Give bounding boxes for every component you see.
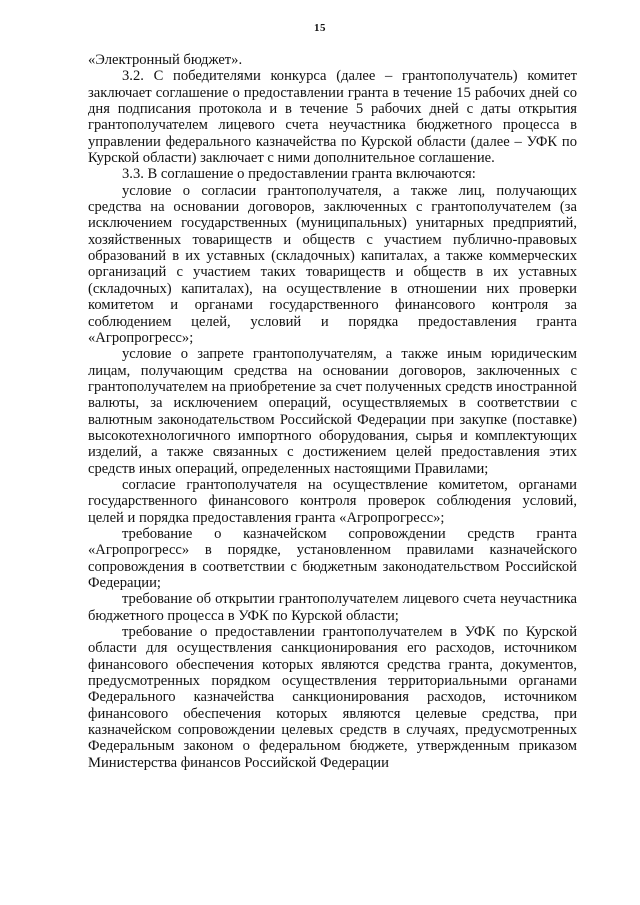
paragraph-currency-prohibition: условие о запрете грантополучателям, а также иным юридическим лицам, получающим средства на основании договоров, заключенных с грантополучателем на приобретение за счет полученных средств иностранной валюты, за исключением операций, осуществляемых в соответствии с валютным законодательством Российской Федерации при закупке (поставке) высокотехнологичного импортного оборудования, сырья и комплектующих изделий, а также связанных с достижением целей предоставления этих средств иных операций, определенных настоящими Правилами; bbox=[88, 346, 577, 477]
paragraph-3-2: 3.2. С победителями конкурса (далее – грантополучатель) комитет заключает соглашение о предоставлении гранта в течение 15 рабочих дней со дня подписания протокола и в течение 5 рабочих дней с даты открытия грантополучателем лицевого счета неучастника бюджетного процесса в управлении федерального казначейства по Курской области (далее – УФК по Курской области) заключает с ними дополнительное соглашение. bbox=[88, 68, 577, 167]
paragraph-continuation: «Электронный бюджет». bbox=[88, 52, 243, 68]
paragraph-consent-condition: условие о согласии грантополучателя, а также лиц, получающих средства на основании договоров, заключенных с грантополучателем (за исключением государственных (муниципальных) унитарных предприятий, хозяйственных товариществ и обществ с участием публично-правовых образований в их уставных (складочных) капиталах, а также коммерческих организаций с участием таких товариществ и обществ в их уставных (складочных) капиталах), на осуществление в отношении них проверки комитетом и органами государственного финансового контроля за соблюдением целей, условий и порядка предоставления гранта «Агропрогресс»; bbox=[88, 182, 577, 346]
paragraph-inspection-consent: согласие грантополучателя на осуществление комитетом, органами государственного финансового контроля проверок соблюдения условий, целей и порядка предоставления гранта «Агропрогресс»; bbox=[88, 476, 577, 526]
paragraph-3-3: 3.3. В соглашение о предоставлении гранта включаются: bbox=[122, 166, 476, 183]
paragraph-treasury-support: требование о казначейском сопровождении средств гранта «Агропрогресс» в порядке, установленном правилами казначейского сопровождения в соответствии с бюджетным законодательством Российской Федерации; bbox=[88, 525, 577, 591]
paragraph-account-opening: требование об открытии грантополучателем лицевого счета неучастника бюджетного процесса в УФК по Курской области; bbox=[88, 591, 577, 624]
document-body bbox=[88, 52, 577, 771]
paragraph-documents-requirement: требование о предоставлении грантополучателем в УФК по Курской области для осуществления санкционирования его расходов, источником финансового обеспечения которых являются средства гранта, документов, предусмотренных порядком осуществления территориальными органами Федерального казначейства санкционирования расходов, источником финансового обеспечения которых являются целевые средства, при казначейском сопровождении целевых средств в случаях, предусмотренных Федеральным законом о федеральном бюджете, утвержденным приказом Министерства финансов Российской Федерации bbox=[88, 624, 577, 771]
page-number: 15 bbox=[314, 22, 326, 34]
